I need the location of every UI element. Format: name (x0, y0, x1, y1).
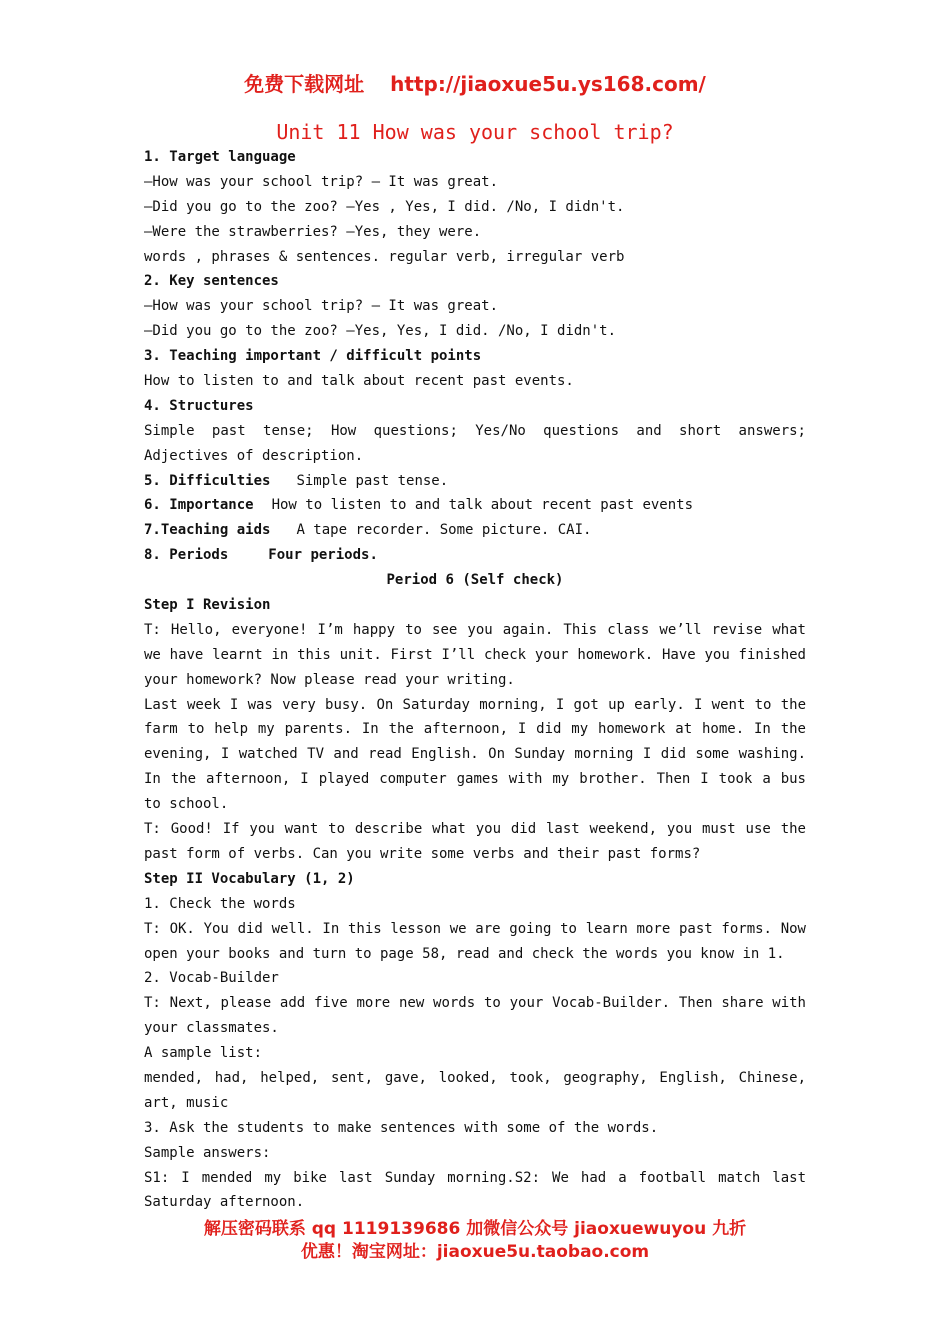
section-value: Simple past tense. (296, 472, 449, 489)
footer-line: 优惠！淘宝网址：jiaoxue5u.taobao.com (300, 1242, 650, 1262)
text-line: art, music (144, 1094, 229, 1111)
text-line: your homework? Now please read your writing. (144, 671, 515, 688)
page-title: Unit 11 How was your school trip? (276, 120, 674, 144)
text-line: T: Hello, everyone! I’m happy to see you again. This class we’ll revise what (144, 621, 806, 638)
step-heading: Step I Revision (144, 597, 271, 614)
text-line: —How was your school trip? — It was great. (144, 173, 499, 190)
text-line: T: Good! If you want to describe what you did last weekend, you must use the (144, 821, 806, 838)
text-line: open your books and turn to page 58, read and check the words you know in 1. (144, 945, 785, 962)
section-heading: 2. Key sentences (144, 273, 279, 290)
text-line: T: OK. You did well. In this lesson we are going to learn more past forms. Now (144, 920, 806, 937)
section-heading: 6. Importance (144, 497, 254, 514)
text-line (144, 518, 806, 543)
text-line: Sample answers: (144, 1144, 271, 1161)
text-line: Simple past tense; How questions; Yes/No questions and short answers; (144, 422, 806, 439)
text-line: 2. Vocab-Builder (144, 970, 279, 987)
text-line: 3. Ask the students to make sentences with some of the words. (144, 1119, 659, 1136)
step-heading: Step II Vocabulary (1, 2) (144, 870, 355, 887)
text-line: —Were the strawberries? —Yes, they were. (144, 223, 482, 240)
header-banner (0, 68, 950, 97)
text-line: —How was your school trip? — It was great. (144, 298, 499, 315)
text-line: farm to help my parents. In the afternoon, I did my homework at home. In the (144, 721, 806, 738)
text-line: S1: I mended my bike last Sunday morning.S2: We had a football match last (144, 1169, 806, 1186)
footer-line: 解压密码联系 qq 1119139686 加微信公众号 jiaoxuewuyou 九折 (203, 1219, 747, 1239)
document-body (144, 145, 806, 1215)
section-value: Four periods. (268, 547, 378, 564)
text-line: 1. Check the words (144, 895, 296, 912)
text-line: —Did you go to the zoo? —Yes, Yes, I did. /No, I didn't. (144, 323, 617, 340)
section-heading: 7.Teaching aids (144, 522, 271, 539)
header-label: 免费下载网址 (244, 72, 365, 96)
header-url-link[interactable]: http://jiaoxue5u.ys168.com/ (390, 72, 706, 96)
text-line: we have learnt in this unit. First I’ll check your homework. Have you finished (144, 646, 806, 663)
text-line: your classmates. (144, 1020, 279, 1037)
text-line: T: Next, please add five more new words to your Vocab-Builder. Then share with (144, 995, 806, 1012)
text-line: mended, had, helped, sent, gave, looked, took, geography, English, Chinese, (144, 1069, 806, 1086)
text-line: to school. (144, 796, 229, 813)
section-heading: 8. Periods (144, 547, 229, 564)
text-line: A sample list: (144, 1045, 263, 1062)
text-line: Saturday afternoon. (144, 1194, 305, 1211)
text-line: How to listen to and talk about recent past events. (144, 373, 574, 390)
text-line: past form of verbs. Can you write some verbs and their past forms? (144, 845, 701, 862)
text-line: Last week I was very busy. On Saturday morning, I got up early. I went to the (144, 696, 806, 713)
text-line: In the afternoon, I played computer games with my brother. Then I took a bus (144, 771, 806, 788)
text-line (144, 543, 806, 568)
section-heading: 5. Difficulties (144, 472, 271, 489)
text-line: words , phrases & sentences. regular verb, irregular verb (144, 248, 625, 265)
text-line: Adjectives of description. (144, 447, 364, 464)
section-value: How to listen to and talk about recent past events (271, 497, 694, 514)
section-heading: 4. Structures (144, 397, 254, 414)
text-line (144, 469, 806, 494)
text-line: —Did you go to the zoo? —Yes , Yes, I did. /No, I didn't. (144, 198, 625, 215)
text-line: evening, I watched TV and read English. On Sunday morning I did some washing. (144, 746, 806, 763)
text-line (144, 493, 806, 518)
section-value: A tape recorder. Some picture. CAI. (296, 522, 592, 539)
footer-banner (0, 1218, 950, 1264)
period-heading: Period 6 (Self check) (386, 572, 564, 589)
section-heading: 1. Target language (144, 149, 296, 165)
section-heading: 3. Teaching important / difficult points (144, 348, 482, 365)
